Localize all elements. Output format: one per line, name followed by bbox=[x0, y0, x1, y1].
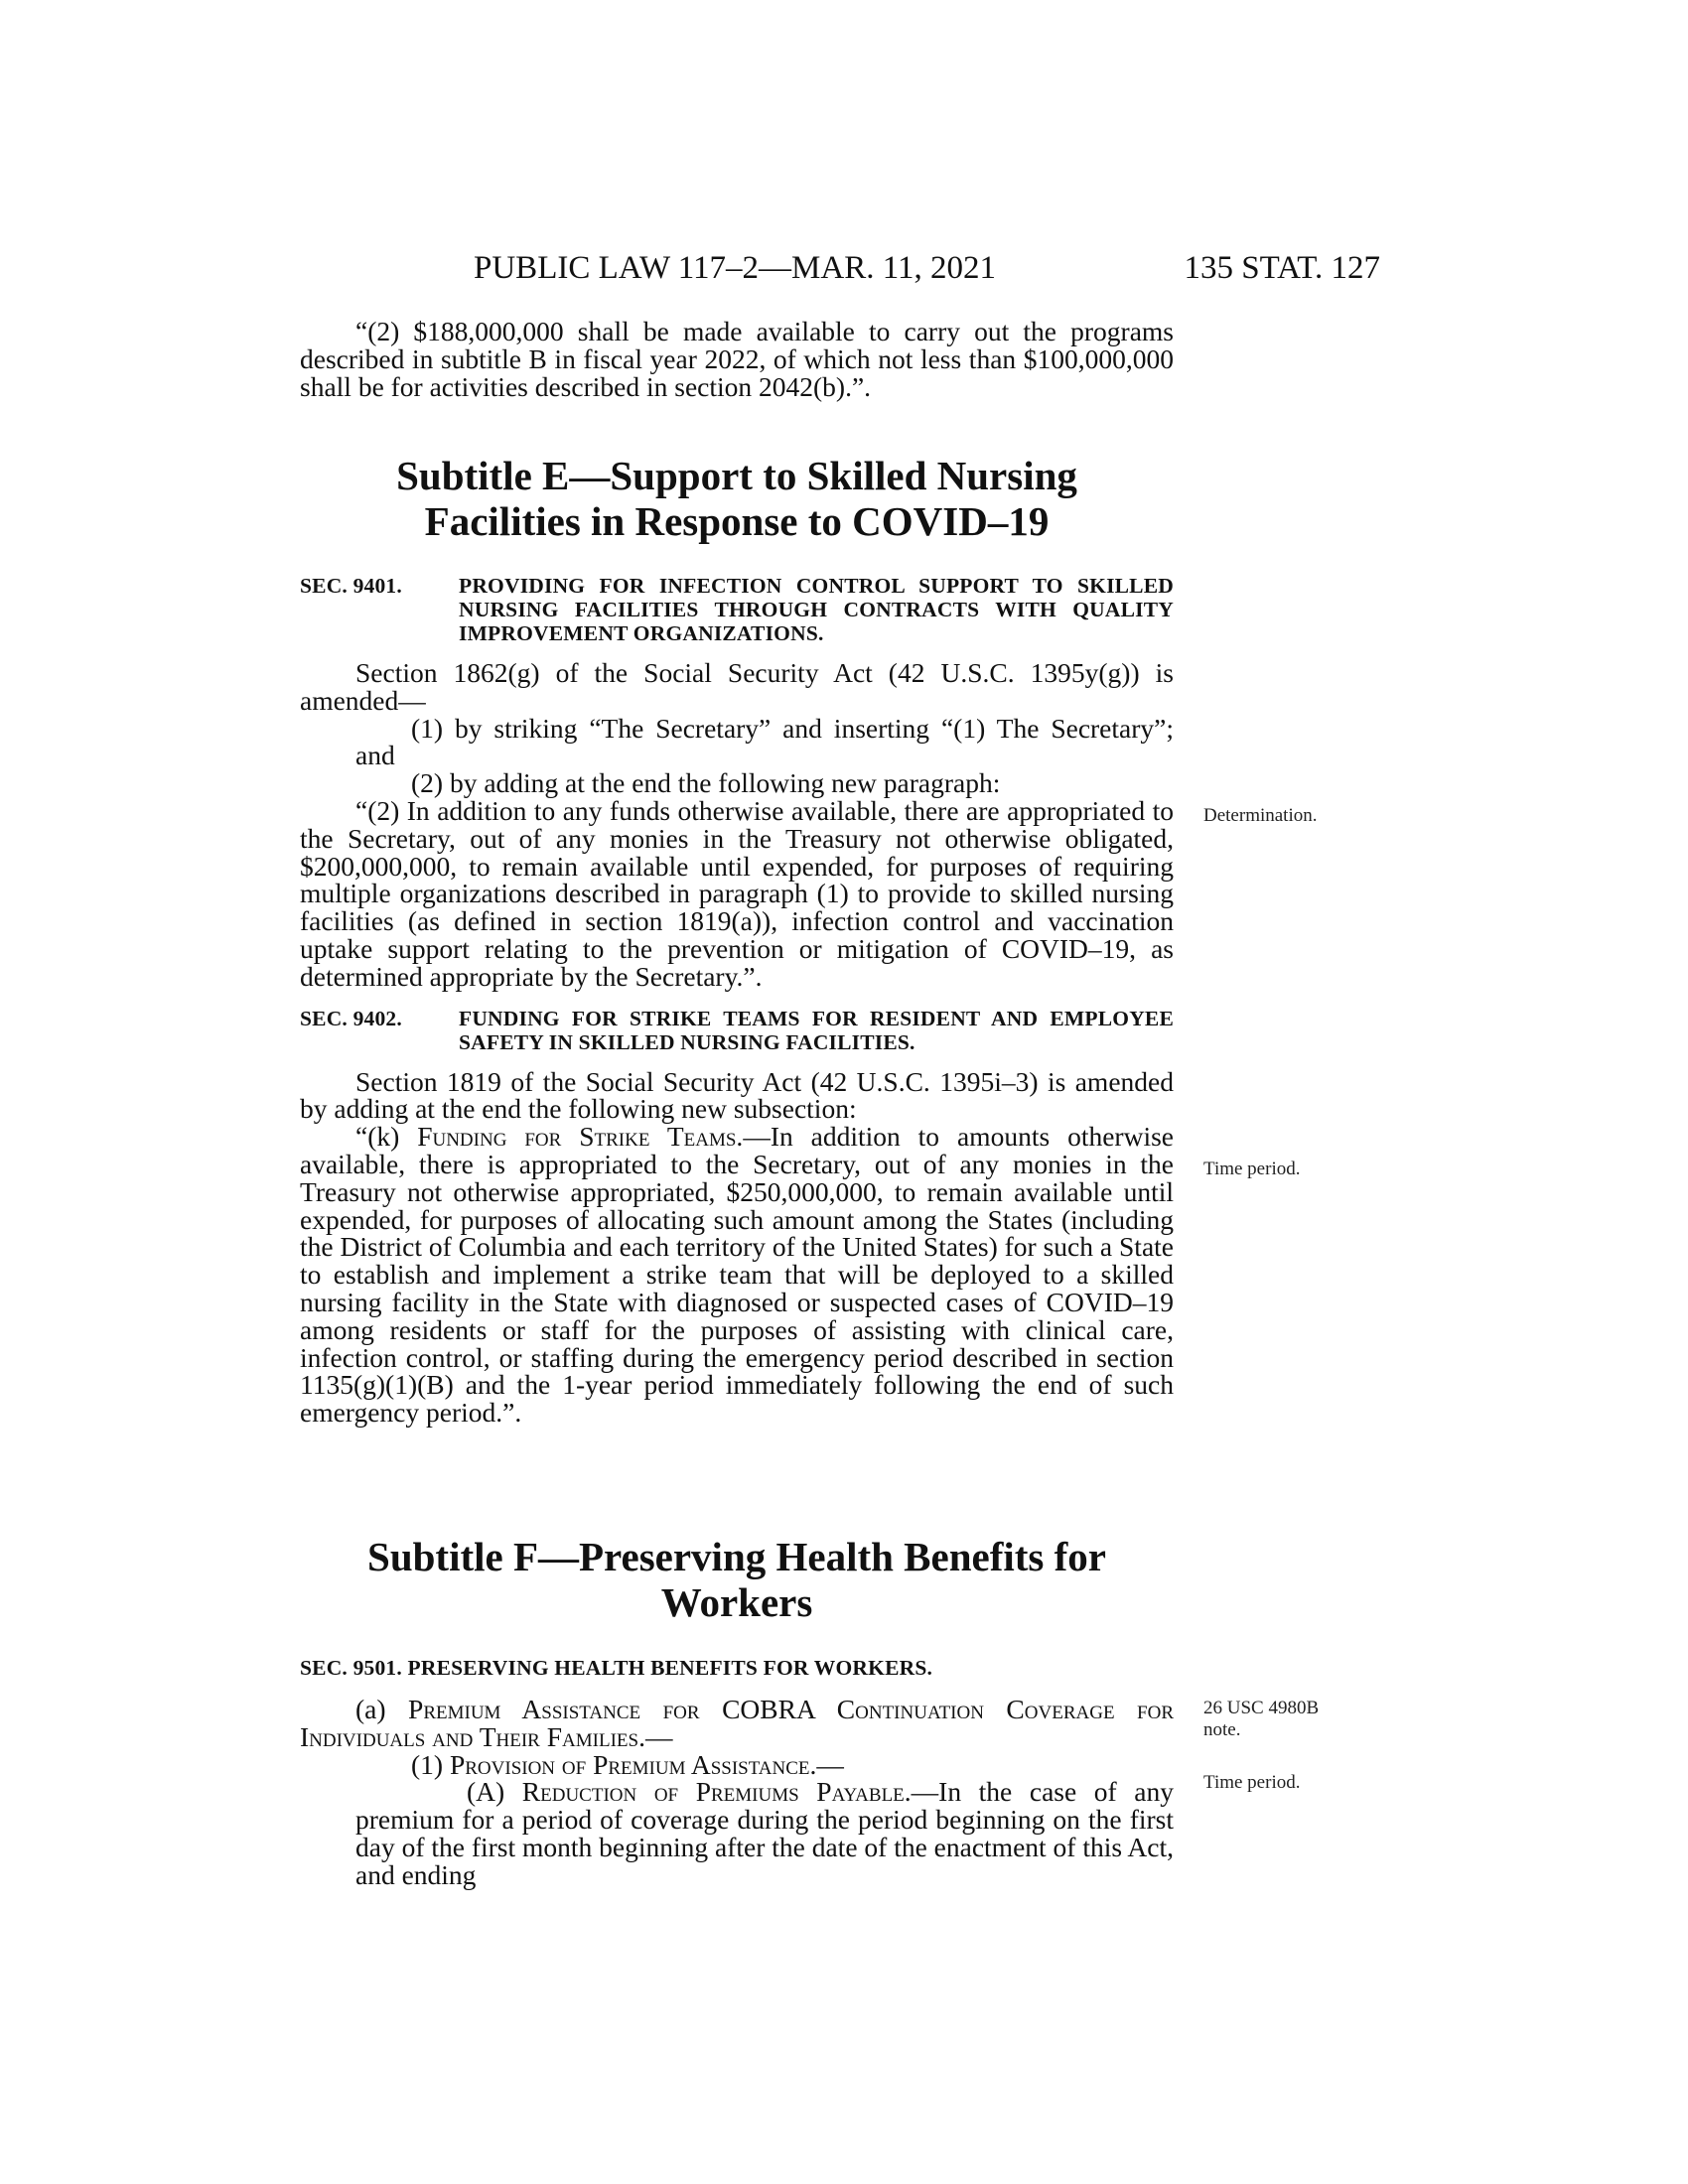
paragraph-1-caption: Provision of Premium Assistance. bbox=[449, 1748, 817, 1780]
section-9402-title: FUNDING FOR STRIKE TEAMS FOR RESIDENT AND EMPLOYEE SAFETY IN SKILLED NURSING FACILITIES. bbox=[459, 1006, 1174, 1054]
public-law-title: PUBLIC LAW 117–2—MAR. 11, 2021 bbox=[474, 250, 996, 286]
margin-note-time-period-2: Time period. bbox=[1203, 1772, 1301, 1793]
section-9401-heading bbox=[300, 574, 1174, 645]
section-9401-intro: Section 1862(g) of the Social Security Act (42 U.S.C. 1395y(g)) is amended— bbox=[300, 657, 1174, 716]
paragraph-2-funding: “(2) $188,000,000 shall be made available to carry out the programs described in subtitle B in fiscal year 2022, of which not less than $100,000,000 shall be for activities described in section 2042(b).”. bbox=[300, 316, 1174, 402]
section-9401-item-2: (2) by adding at the end the following new paragraph: bbox=[411, 767, 1001, 799]
section-9401-item-1: (1) by striking “The Secretary” and inserting “(1) The Secretary”; and bbox=[355, 712, 1174, 771]
subtitle-e-heading bbox=[300, 453, 1174, 544]
margin-note-usc-reference: 26 USC 4980B note. bbox=[1203, 1698, 1320, 1740]
section-9401-number: SEC. 9401. bbox=[300, 574, 402, 598]
section-9501-subparagraph-a: (A) Reduction of Premiums Payable.—In the case of any premium for a period of coverage during the period beginning on the first day of the first month beginning after the date of the enactment of this Act, and ending bbox=[355, 1776, 1174, 1890]
margin-note-time-period: Time period. bbox=[1203, 1159, 1301, 1179]
section-9401-new-paragraph: “(2) In addition to any funds otherwise available, there are appropriated to the Secretary, out of any monies in the Treasury not otherwise obligated, $200,000,000, to remain available until expended, for purposes of requiring multiple organizations described in paragraph (1) to provide to skilled nursing facilities (as defined in section 1819(a)), infection control and vaccination uptake support relating to the prevention or mitigation of COVID–19, as determined appropriate by the Secretary.”. bbox=[300, 794, 1174, 992]
margin-note-determination: Determination. bbox=[1203, 805, 1318, 826]
section-9401-title: PROVIDING FOR INFECTION CONTROL SUPPORT TO SKILLED NURSING FACILITIES THROUGH CONTRACTS WITH QUALITY IMPROVEMENT ORGANIZATIONS. bbox=[459, 574, 1174, 645]
section-9402-intro: Section 1819 of the Social Security Act (42 U.S.C. 1395i–3) is amended by adding at the end the following new subsection: bbox=[300, 1065, 1174, 1125]
section-9501 bbox=[300, 1656, 1174, 1889]
subsection-k-caption: Funding for Strike Teams. bbox=[417, 1121, 744, 1153]
subtitle-f-line2: Workers bbox=[660, 1579, 813, 1625]
subtitle-f-heading bbox=[300, 1534, 1174, 1625]
section-9402-subsection-k: “(k) Funding for Strike Teams.—In addition to amounts otherwise available, there is appropriated to the Secretary, out of any monies in the Treasury not otherwise appropriated, $250,000,000, to remain available until expended, for purposes of allocating such amount among the States (including the District of Columbia and each territory of the United States) for such a State to establish and implement a strike team that will be deployed to a skilled nursing facility in the State with diagnosed or suspected cases of COVID–19 among residents or staff for the purposes of assisting with clinical care, infection control, or staffing during the emergency period described in section 1135(g)(1)(B) and the 1-year period immediately following the end of such emergency period.”. bbox=[300, 1121, 1174, 1429]
running-head bbox=[298, 248, 1380, 288]
section-9401 bbox=[300, 574, 1174, 1427]
section-9501-subsection-a: (a) Premium Assistance for COBRA Continuation Coverage for Individuals and Their Families.— bbox=[300, 1694, 1175, 1752]
subsection-a-caption: Premium Assistance for COBRA Continuation Coverage for Individuals and Their Families. bbox=[300, 1694, 1175, 1752]
subparagraph-a-caption: Reduction of Premiums Payable. bbox=[521, 1776, 912, 1808]
section-9402-heading bbox=[300, 1007, 1174, 1054]
subtitle-f-line1: Subtitle F—Preserving Health Benefits for bbox=[367, 1534, 1106, 1579]
subtitle-e-line1: Subtitle E—Support to Skilled Nursing bbox=[396, 453, 1077, 498]
subtitle-e-line2: Facilities in Response to COVID–19 bbox=[424, 498, 1050, 544]
statute-page-reference: 135 STAT. 127 bbox=[1184, 250, 1380, 286]
section-9501-heading: SEC. 9501. PRESERVING HEALTH BENEFITS FOR WORKERS. bbox=[300, 1656, 933, 1680]
section-9402-number: SEC. 9402. bbox=[300, 1006, 402, 1030]
continued-paragraph bbox=[300, 318, 1174, 400]
section-9501-paragraph-1: (1) Provision of Premium Assistance.— bbox=[411, 1748, 844, 1780]
